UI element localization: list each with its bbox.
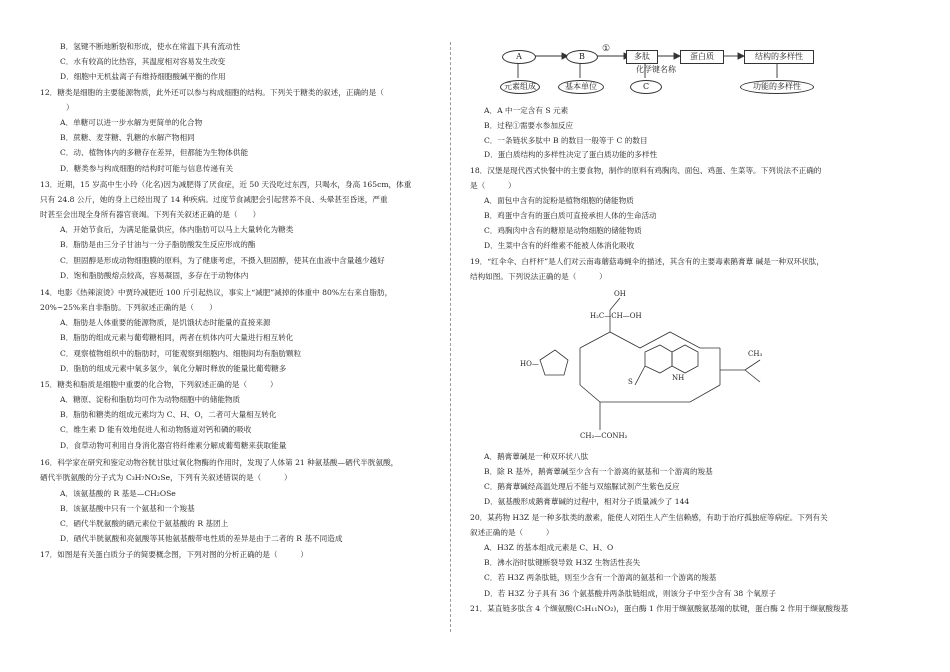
right-line-2: B．过程①需要水参加反应 [484, 121, 574, 130]
right-line-6: 是（ ） [470, 181, 516, 190]
right-line-21: C．若 H3Z 两条肽链，则至少含有一个游离的氨基和一个游离的羧基 [484, 573, 717, 582]
left-line-11: 只有 24.8 公斤，她的身上已经出现了 14 种疾病。过度节食减肥会引起营养不良、头晕甚至昏迷，严重 [40, 195, 388, 204]
bond-name-label: 化学键名称 [636, 65, 676, 74]
left-line-12: 时甚至会出现全身所有器官衰竭。下列有关叙述正确的是（ ） [40, 210, 261, 219]
node-elements: 元素组成 [500, 80, 540, 94]
right-line-14: B．除 R 基外，鹅膏蕈碱至少含有一个游离的氨基和一个游离的羧基 [484, 467, 713, 476]
left-line-2: C．水有较高的比热容，其温度相对容易发生改变 [60, 57, 226, 66]
right-line-3: C．一条链状多肽中 B 的数目一般等于 C 的数目 [484, 136, 648, 145]
label-oh-top: OH [614, 290, 626, 298]
right-line-15: C．鹅膏蕈碱经高温处理后不能与双缩脲试剂产生紫色反应 [484, 482, 680, 491]
right-line-5: 18．汉堡是现代西式快餐中的主要食物，制作的原料有鸡胸肉、面包、鸡蛋、生菜等。下列说法不正确的 [470, 166, 822, 175]
node-c: C [630, 80, 662, 94]
node-protein: 蛋白质 [680, 50, 724, 64]
left-line-22: D．脂肪的组成元素中氧多氢少，氧化分解时释放的能量比葡萄糖多 [60, 364, 287, 373]
left-line-29: 硒代半胱氨酸的分子式为 C₃H₇NO₂Se，下列有关叙述错误的是（ ） [40, 473, 292, 482]
amanitin-structure [520, 290, 770, 448]
right-line-8: B．鸡蛋中含有的蛋白质可直接承担人体的生命活动 [484, 211, 657, 220]
label-s: S [628, 378, 633, 386]
molecule-bonds [520, 290, 770, 448]
node-b: B [566, 50, 598, 64]
left-line-30: A．该氨基酸的 R 基是—CH₂OSe [60, 489, 176, 498]
right-line-19: A．H3Z 的基本组成元素是 C、H、O [484, 543, 614, 552]
label-ch3: CH₃ [748, 350, 763, 358]
left-line-6: A．单糖可以进一步水解为更简单的化合物 [60, 118, 203, 127]
right-line-9: C．鸡胸肉中含有的糖原是动物细胞的储能物质 [484, 226, 642, 235]
right-line-13: A．鹅膏蕈碱是一种双环状八肽 [484, 452, 589, 461]
label-ho: HO— [520, 360, 539, 368]
left-line-17: 14．电影《热辣滚烫》中贾玲减肥近 100 斤引起热议，事实上“减肥”减掉的体重中 80%左右来自脂肪， [40, 288, 393, 297]
left-line-4: 12．糖类是细胞的主要能源物质，此外还可以参与构成细胞的结构。下列关于糖类的叙述，正确的是（ [40, 88, 384, 97]
node-basic-unit: 基本单位 [558, 80, 604, 94]
protein-concept-diagram [500, 44, 860, 102]
node-function-diversity: 功能的多样性 [740, 80, 814, 94]
left-line-5: ） [66, 103, 74, 112]
left-line-15: C．胆固醇是形成动物细胞膜的原料，为了健康考虑，不摄入胆固醇，使其在血液中含量越少越好 [60, 256, 385, 265]
left-line-7: B．蔗糖、麦芽糖、乳糖的水解产物相同 [60, 133, 195, 142]
left-line-1: B．氢键不断地断裂和形成，使水在常温下具有流动性 [60, 42, 241, 51]
left-line-31: B．该氨基酸中只有一个氨基和一个羧基 [60, 504, 195, 513]
right-line-12: 结构如图。下列说法正确的是（ ） [470, 272, 607, 281]
label-nh: NH [672, 374, 685, 382]
left-line-21: C．观察植物组织中的脂肪时，可能观察到细胞内、细胞间均有脂肪颗粒 [60, 349, 302, 358]
right-line-11: 19．“红伞伞、白杆杆”是人们对云南毒蘑菇毒蝇伞的描述，其含有的主要毒素鹅膏蕈 碱是一种双环状肽， [470, 257, 824, 266]
right-line-7: A．面包中含有的淀粉是植物细胞的储能物质 [484, 196, 634, 205]
label-conh2: CH₂—CONH₂ [580, 432, 628, 440]
left-line-16: D．饱和脂肪酸熔点较高，容易凝固，多存在于动物体内 [60, 271, 249, 280]
left-line-13: A．开始节食后，为满足能量供应，体内脂肪可以马上大量转化为糖类 [60, 225, 294, 234]
right-line-22: D．若 H3Z 分子具有 36 个氨基酸并两条肽链组成，则该分子中至少含有 38 个氧原子 [484, 589, 777, 598]
left-line-10: 13．近期，15 岁高中生小玲（化名)因为减肥得了厌食症，近 50 天没吃过东西，只喝水，身高 165cm，体重 [40, 180, 412, 189]
left-line-14: B．脂肪是由三分子甘油与一分子脂肪酸发生反应形成的酯 [60, 240, 256, 249]
right-line-4: D．蛋白质结构的多样性决定了蛋白质功能的多样性 [484, 150, 658, 159]
node-peptide: 多肽 [626, 50, 658, 64]
right-line-1: A．A 中一定含有 S 元素 [484, 106, 569, 115]
right-line-17: 20．某药物 H3Z 是一种多肽类的激素，能使人对陌生人产生信赖感，有助于治疗孤独症等病症。下列有关 [470, 513, 828, 522]
right-line-10: D．生菜中含有的纤维素不能被人体消化吸收 [484, 241, 635, 250]
left-line-19: A．脂肪是人体重要的能源物质，是饥饿状态时能量的直接来源 [60, 318, 271, 327]
left-line-34: 17．如图是有关蛋白质分子的简要概念图，下列对图的分析正确的是（ ） [40, 550, 308, 559]
left-line-25: B．脂肪和糖类的组成元素均为 C、H、O，二者可大量相互转化 [60, 410, 277, 419]
left-line-8: C．动、植物体内的多糖存在差异，但都能为生物体供能 [60, 148, 249, 157]
left-line-27: D．食草动物可利用自身消化器官将纤维素分解成葡萄糖来获取能量 [60, 441, 287, 450]
right-line-16: D．氨基酸形成鹅膏蕈碱的过程中，相对分子质量减少了 144 [484, 497, 690, 506]
node-a: A [502, 50, 536, 64]
label-ch-oh: H₂C—CH—OH [590, 312, 642, 320]
left-line-26: C．维生素 D 能有效地促进人和动物肠道对钙和磷的吸收 [60, 425, 252, 434]
left-line-33: D．硒代半胱氨酸和亮氨酸等其他氨基酸带电性质的差异是由于二者的 R 基不同造成 [60, 534, 343, 543]
right-line-18: 叙述正确的是（ ） [470, 528, 554, 537]
left-line-23: 15．糖类和脂质是细胞中重要的化合物，下列叙述正确的是（ ） [40, 380, 278, 389]
process-1-label: ① [602, 44, 611, 54]
right-line-20: B．沸水浴时肽键断裂导致 H3Z 生物活性丧失 [484, 558, 641, 567]
right-line-23: 21．某直链多肽含 4 个缬氨酸(C₅H₁₁NO₂)，蛋白酶 1 作用于缬氨酸氨基端的肽键，蛋白酶 2 作用于缬氨酸羧基 [470, 604, 849, 613]
left-line-32: C．硒代半胱氨酸的硒元素位于氨基酸的 R 基团上 [60, 519, 229, 528]
left-line-9: D．糖类参与构成细胞的结构时可能与信息传递有关 [60, 164, 234, 173]
left-line-20: B．脂肪的组成元素与葡萄糖相同，两者在机体内可大量进行相互转化 [60, 333, 294, 342]
column-divider [450, 42, 451, 632]
left-line-28: 16．科学家在研究和鉴定动物谷胱甘肽过氧化物酶的作用时，发现了人体第 21 种氨基酸—硒代半胱氨酸， [40, 458, 399, 467]
left-line-3: D．细胞中无机盐离子有维持细胞酸碱平衡的作用 [60, 72, 226, 81]
left-line-24: A．糖原、淀粉和脂肪均可作为动物细胞中的储能物质 [60, 395, 241, 404]
left-line-18: 20%~25%来自非脂肪。下列叙述正确的是（ ） [40, 303, 217, 312]
node-structure-diversity: 结构的多样性 [744, 50, 814, 64]
